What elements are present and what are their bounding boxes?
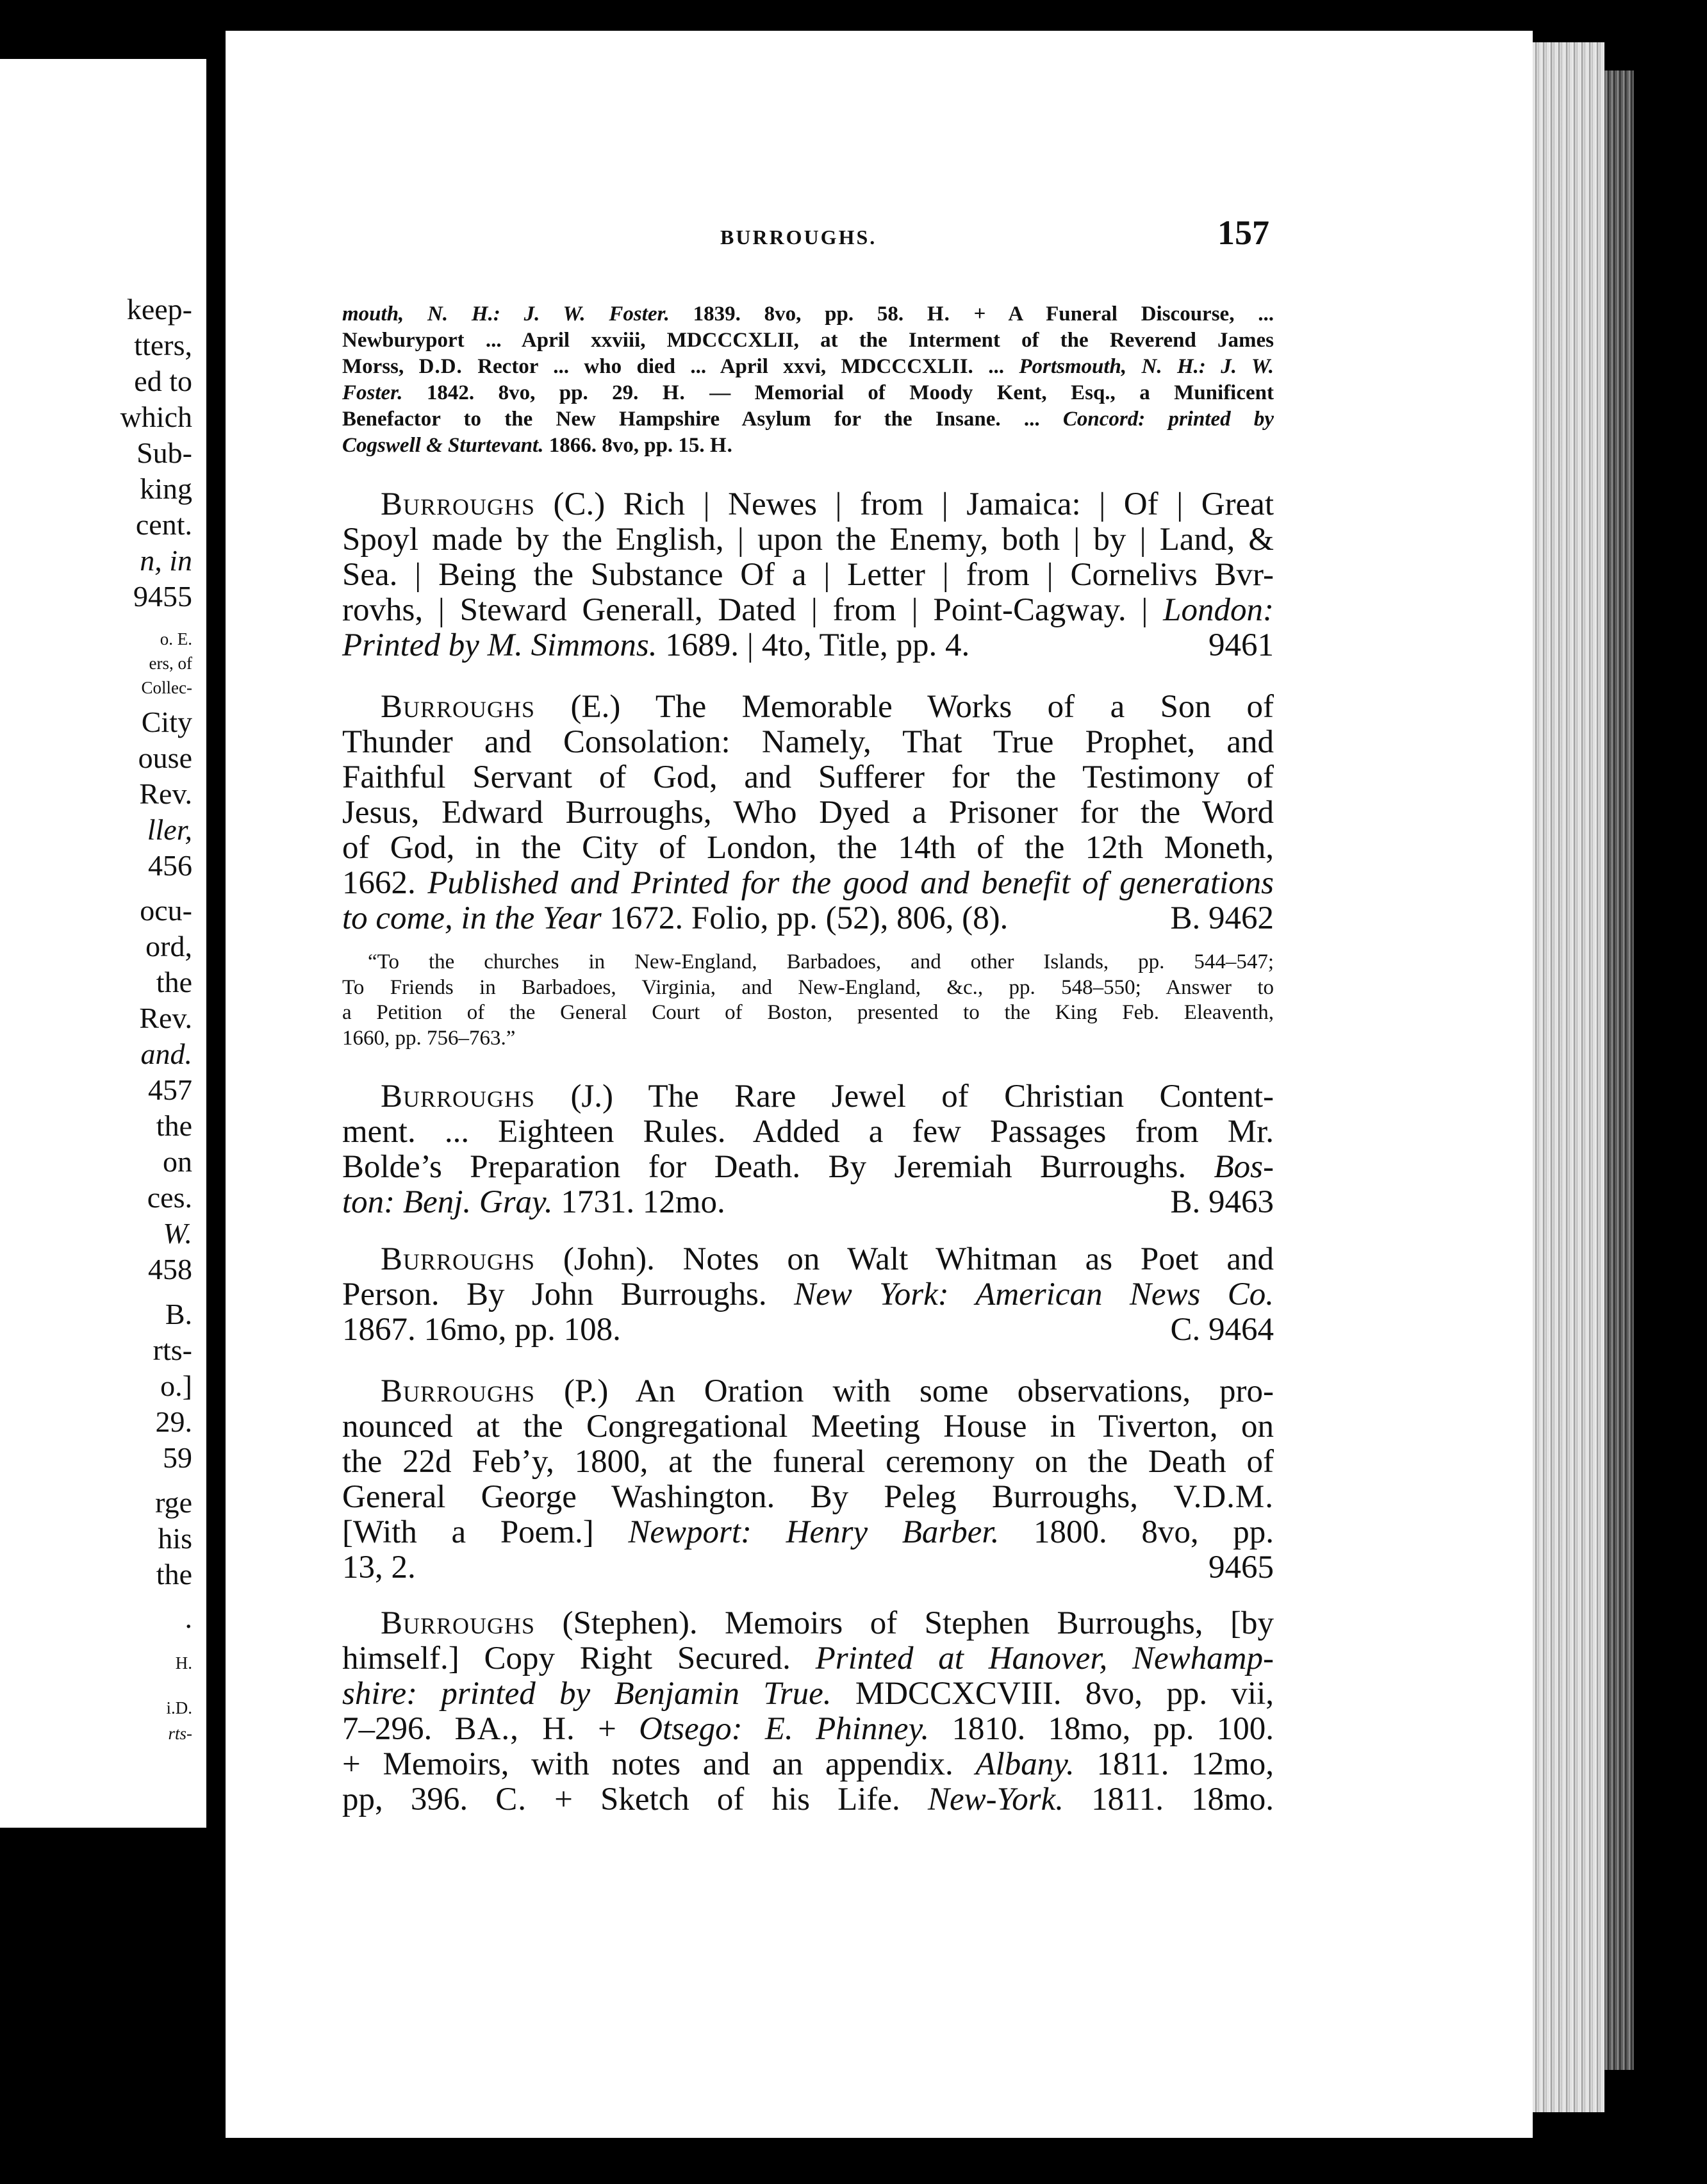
book-binding-edge bbox=[1604, 70, 1634, 2070]
text: MDCCXCVIII. 8vo, pp. vii, bbox=[831, 1676, 1274, 1712]
text: 1842. 8vo, pp. 29. bbox=[402, 381, 663, 404]
note-line: “To the churches in New-England, Barbadoes, and other Islands, pp. 544–547; bbox=[368, 950, 1274, 973]
imprint: mouth, N. H.: J. W. Foster. bbox=[342, 302, 670, 326]
text: (Stephen). Memoirs of Stephen Burroughs, [by bbox=[535, 1605, 1274, 1641]
text: Person. By John Burroughs. bbox=[342, 1277, 795, 1312]
text: 1731. 12mo. bbox=[552, 1184, 725, 1220]
left-fragment: H. bbox=[175, 1653, 192, 1673]
left-fragment: king bbox=[140, 472, 192, 505]
text: rovhs, | Steward Generall, Dated | from | Point-Cagway. | bbox=[342, 592, 1164, 628]
text-line: Newburyport ... April xxviii, MDCCCXLII, at the Interment of the Reverend James bbox=[342, 329, 1274, 352]
imprint: Printed by M. Simmons. bbox=[342, 627, 657, 663]
text-line: the 22d Feb’y, 1800, at the funeral ceremony on the Death of bbox=[342, 1444, 1274, 1480]
left-fragment: 458 bbox=[148, 1253, 192, 1286]
entry-number: C. 9464 bbox=[1170, 1312, 1274, 1348]
left-fragment: City bbox=[141, 706, 192, 738]
entry-number: B. 9462 bbox=[1170, 900, 1274, 936]
imprint: Printed at Hanover, Newhamp- bbox=[815, 1641, 1274, 1676]
imprint: Newport: Henry Barber. bbox=[628, 1514, 1000, 1550]
imprint: Bos- bbox=[1214, 1149, 1274, 1185]
text: 1689. | 4to, Title, pp. 4. bbox=[657, 627, 970, 663]
text-line: Faithful Servant of God, and Sufferer for the Testimony of bbox=[342, 759, 1274, 795]
text-line: Sea. | Being the Substance Of a | Letter | from | Cornelivs Bvr- bbox=[342, 557, 1274, 593]
imprint: New-York. bbox=[927, 1782, 1064, 1817]
text: [With a Poem.] bbox=[342, 1514, 629, 1550]
text: Morss, bbox=[342, 355, 419, 378]
text-line: nounced at the Congregational Meeting House in Tiverton, on bbox=[342, 1409, 1274, 1444]
entry-9464 bbox=[342, 1242, 1274, 1348]
text: 1810. 18mo, pp. 100. bbox=[929, 1711, 1274, 1747]
text: 1672. Folio, pp. (52), 806, (8). bbox=[601, 900, 1009, 936]
text: — Memorial of Moody Kent, Esq., a Munificent bbox=[685, 381, 1274, 404]
left-fragment: ers, of bbox=[149, 654, 192, 673]
text: 1811. 12mo, bbox=[1074, 1746, 1274, 1782]
author-name: Burroughs bbox=[381, 1079, 536, 1114]
left-fragment: ord, bbox=[145, 930, 192, 963]
text: 1867. 16mo, pp. 108. bbox=[342, 1312, 621, 1348]
imprint: to come, in the Year bbox=[342, 900, 602, 936]
left-fragment: rge bbox=[155, 1486, 192, 1519]
entry-number: 9461 bbox=[1208, 627, 1274, 663]
imprint: shire: printed by Benjamin True. bbox=[342, 1676, 832, 1712]
left-fragment: 9455 bbox=[133, 580, 192, 613]
entry-stephen-burroughs bbox=[342, 1606, 1274, 1817]
imprint: New York: American News Co. bbox=[794, 1277, 1274, 1312]
author-name: Burroughs bbox=[381, 1241, 536, 1277]
text-line: ment. ... Eighteen Rules. Added a few Passages from Mr. bbox=[342, 1114, 1274, 1150]
imprint: London: bbox=[1163, 592, 1274, 628]
author-name: Burroughs bbox=[381, 689, 536, 725]
left-fragment: ocu- bbox=[140, 894, 192, 927]
text: + Memoirs, with notes and an appendix. bbox=[342, 1746, 976, 1782]
running-head: BURROUGHS. bbox=[720, 226, 877, 249]
note-line: 1660, pp. 756–763.” bbox=[342, 1026, 516, 1050]
left-fragment: 457 bbox=[148, 1073, 192, 1106]
left-fragment: the bbox=[156, 966, 192, 998]
left-fragment: Sub- bbox=[136, 436, 192, 469]
page-block-edge bbox=[1533, 42, 1604, 2112]
left-fragment: n, in bbox=[140, 544, 192, 577]
text: Bolde’s Preparation for Death. By Jeremiah Burroughs. bbox=[342, 1149, 1214, 1185]
text: Rector ... who died ... April xxvi, MDCCCXLII. ... bbox=[462, 355, 1019, 378]
left-fragment: . bbox=[185, 1601, 192, 1634]
left-fragment: o. E. bbox=[160, 629, 192, 649]
imprint: Foster. bbox=[342, 381, 403, 404]
library-code: H. bbox=[709, 434, 733, 457]
text: (J.) The Rare Jewel of Christian Content- bbox=[535, 1079, 1274, 1114]
library-code: C. bbox=[495, 1782, 527, 1817]
left-fragment: cent. bbox=[135, 508, 192, 541]
page-number: 157 bbox=[1217, 213, 1269, 252]
library-code: H. bbox=[662, 381, 686, 404]
imprint: Albany. bbox=[975, 1746, 1075, 1782]
left-fragment: 456 bbox=[148, 849, 192, 882]
left-fragment: 59 bbox=[163, 1441, 192, 1474]
text: 1662. bbox=[342, 865, 428, 901]
left-fragment: keep- bbox=[126, 293, 192, 326]
continuation-entry bbox=[342, 301, 1274, 459]
text: (E.) The Memorable Works of a Son of bbox=[535, 689, 1274, 725]
text-line: Spoyl made by the English, | upon the Enemy, both | by | Land, & bbox=[342, 522, 1274, 558]
text-line: Jesus, Edward Burroughs, Who Dyed a Prisoner for the Word bbox=[342, 795, 1274, 831]
text: (P.) An Oration with some observations, pro- bbox=[535, 1373, 1274, 1409]
text: General George Washington. By Peleg Burroughs, bbox=[342, 1479, 1174, 1515]
degree: V.D.M. bbox=[1173, 1479, 1274, 1515]
left-fragment: the bbox=[156, 1109, 192, 1142]
text-line: of God, in the City of London, the 14th of the 12th Moneth, bbox=[342, 830, 1274, 866]
text: 1866. 8vo, pp. 15. bbox=[543, 434, 710, 457]
entry-9462 bbox=[342, 690, 1274, 936]
text: 1800. 8vo, pp. bbox=[999, 1514, 1274, 1550]
left-fragment: ed to bbox=[134, 365, 192, 397]
entry-9462-note bbox=[342, 950, 1274, 1051]
left-fragment: Rev. bbox=[139, 777, 192, 810]
text: + Sketch of his Life. bbox=[527, 1782, 928, 1817]
degree: D.D. bbox=[418, 355, 463, 378]
left-fragment: 29. bbox=[155, 1405, 192, 1438]
left-fragment: the bbox=[156, 1558, 192, 1591]
author-name: Burroughs bbox=[381, 486, 536, 522]
left-fragment: which bbox=[120, 401, 192, 433]
left-fragment: his bbox=[158, 1522, 192, 1555]
left-fragment: and. bbox=[140, 1038, 192, 1070]
imprint: Published and Printed for the good and benefit of generations bbox=[427, 865, 1274, 901]
left-fragment: ouse bbox=[138, 741, 192, 774]
text: Benefactor to the New Hampshire Asylum for the Insane. ... bbox=[342, 408, 1063, 431]
imprint: Concord: printed by bbox=[1062, 408, 1274, 431]
text: 7–296. bbox=[342, 1711, 455, 1747]
imprint: ton: Benj. Gray. bbox=[342, 1184, 553, 1220]
text: 1811. 18mo. bbox=[1064, 1782, 1274, 1817]
library-code: BA., H. bbox=[454, 1711, 575, 1747]
left-fragment: o.] bbox=[160, 1369, 192, 1402]
text: pp, 396. bbox=[342, 1782, 496, 1817]
left-fragment: i.D. bbox=[166, 1698, 192, 1717]
left-fragment: rts- bbox=[168, 1724, 192, 1743]
left-facing-page bbox=[0, 59, 206, 1828]
author-name: Burroughs bbox=[381, 1605, 536, 1641]
text: himself.] Copy Right Secured. bbox=[342, 1641, 816, 1676]
author-name: Burroughs bbox=[381, 1373, 536, 1409]
entry-9465 bbox=[342, 1374, 1274, 1585]
note-line: To Friends in Barbadoes, Virginia, and New-England, &c., pp. 548–550; Answer to bbox=[342, 975, 1274, 999]
text: + bbox=[575, 1711, 639, 1747]
library-code: H. bbox=[927, 302, 950, 326]
text: (John). Notes on Walt Whitman as Poet and bbox=[535, 1241, 1274, 1277]
text: 1839. 8vo, pp. 58. bbox=[669, 302, 927, 326]
left-fragment: Rev. bbox=[139, 1002, 192, 1034]
left-fragment: W. bbox=[163, 1217, 192, 1250]
imprint: Otsego: E. Phinney. bbox=[639, 1711, 930, 1747]
left-fragment: ces. bbox=[147, 1181, 192, 1214]
imprint: Cogswell & Sturtevant. bbox=[342, 434, 544, 457]
left-fragment: Collec- bbox=[141, 678, 192, 697]
entry-9461 bbox=[342, 487, 1274, 663]
left-fragment: rts- bbox=[153, 1334, 192, 1366]
text: + A Funeral Discourse, ... bbox=[950, 302, 1274, 326]
entry-number: B. 9463 bbox=[1170, 1184, 1274, 1220]
text: (C.) Rich | Newes | from | Jamaica: | Of | Great bbox=[535, 486, 1274, 522]
note-line: a Petition of the General Court of Boston, presented to the King Feb. Eleaventh, bbox=[342, 1001, 1274, 1024]
imprint: Portsmouth, N. H.: J. W. bbox=[1019, 355, 1274, 378]
left-fragment: B. bbox=[165, 1298, 192, 1330]
left-fragment: tters, bbox=[134, 329, 192, 361]
text: 13, 2. bbox=[342, 1550, 416, 1585]
left-fragment: ller, bbox=[147, 813, 192, 846]
left-fragment: on bbox=[163, 1145, 192, 1178]
text-line: Thunder and Consolation: Namely, That True Prophet, and bbox=[342, 724, 1274, 760]
entry-9463 bbox=[342, 1079, 1274, 1220]
entry-number: 9465 bbox=[1208, 1550, 1274, 1585]
